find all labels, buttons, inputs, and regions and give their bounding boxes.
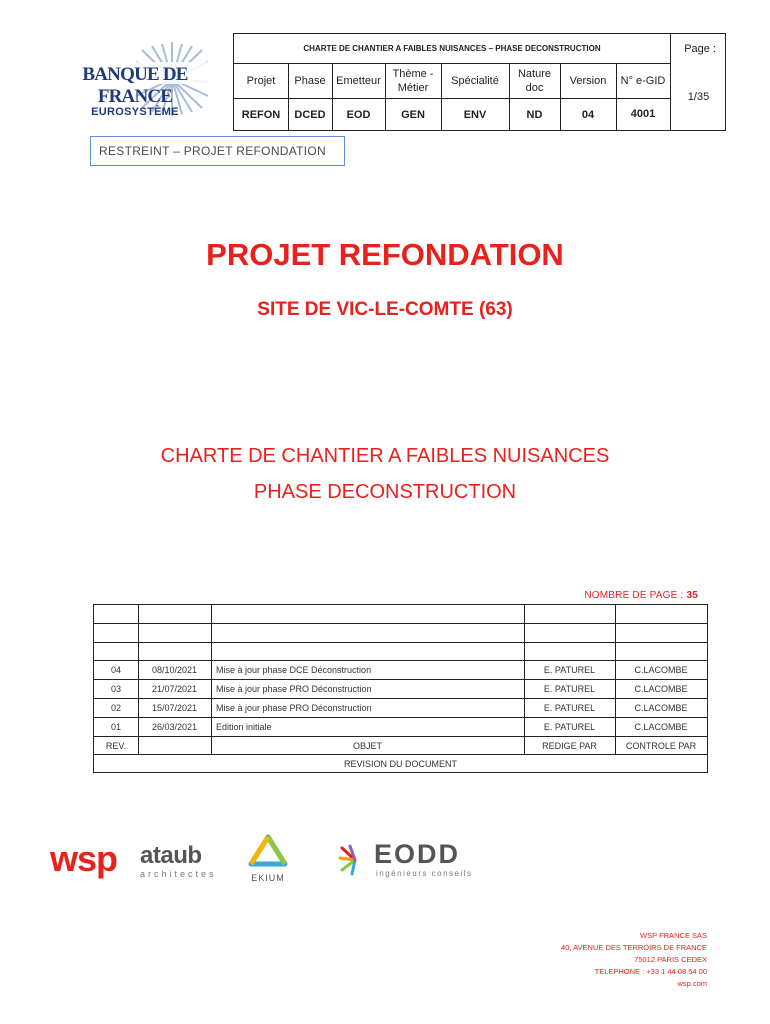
- page-count-label: NOMBRE DE PAGE :: [584, 590, 687, 601]
- header-val-nature: ND: [509, 98, 560, 131]
- page-count: [480, 590, 698, 601]
- eodd-wordmark: EODD: [374, 839, 461, 869]
- objet-cell: Mise à jour phase DCE Déconstruction: [216, 665, 372, 675]
- redige-cell: E. PATUREL: [543, 665, 596, 675]
- redige-cell: E. PATUREL: [543, 722, 596, 732]
- date-cell: 15/07/2021: [151, 703, 198, 713]
- document-title-line1: CHARTE DE CHANTIER A FAIBLES NUISANCES: [160, 445, 610, 467]
- page-count-value: 35: [686, 590, 698, 601]
- ekium-logo: [240, 834, 296, 883]
- date-cell: 08/10/2021: [151, 665, 198, 675]
- objet-cell: Mise à jour phase PRO Déconstruction: [216, 703, 372, 713]
- document-header-table: [233, 33, 726, 131]
- header-val-egid: 4001: [616, 98, 670, 131]
- ekium-wordmark: EKIUM: [251, 873, 285, 883]
- header-val-emetteur: EOD: [332, 98, 385, 131]
- header-val-phase: DCED: [288, 98, 332, 131]
- eodd-subtitle: ingénieurs conseils: [376, 869, 473, 878]
- rev-cell: 02: [110, 703, 121, 713]
- project-title: PROJET REFONDATION: [206, 237, 564, 272]
- classification-box: RESTREINT – PROJET REFONDATION: [90, 136, 345, 166]
- header-col-phase: Phase: [288, 63, 332, 98]
- controle-cell: C.LACOMBE: [634, 703, 688, 713]
- eodd-burst-icon: [338, 844, 372, 876]
- header-col-emetteur: Emetteur: [332, 63, 385, 98]
- header-col-theme: Thème - Métier: [385, 63, 441, 98]
- controle-cell: C.LACOMBE: [634, 722, 688, 732]
- header-val-version: 04: [560, 98, 616, 131]
- controle-cell: C.LACOMBE: [634, 684, 688, 694]
- controle-cell: C.LACOMBE: [634, 665, 688, 675]
- header-col-version: Version: [560, 63, 616, 98]
- header-val-theme: GEN: [385, 98, 441, 131]
- site-title: SITE DE VIC-LE-COMTE (63): [257, 299, 513, 320]
- objet-header: OBJET: [352, 740, 382, 751]
- objet-cell: Mise à jour phase PRO Déconstruction: [216, 684, 372, 694]
- redige-cell: E. PATUREL: [543, 703, 596, 713]
- rev-header: REV.: [105, 740, 127, 751]
- rev-cell: 01: [110, 722, 121, 732]
- wsp-logo: [50, 838, 117, 880]
- header-col-projet: Projet: [234, 63, 288, 98]
- header-col-nature: Nature doc: [509, 63, 560, 98]
- banque-de-france-logo: [50, 40, 220, 122]
- revision-table: [93, 604, 708, 773]
- header-col-egid: N° e-GID: [616, 63, 670, 98]
- controle-header: CONTROLE PAR: [625, 740, 697, 751]
- revision-caption: REVISION DU DOCUMENT: [343, 758, 457, 769]
- address-line: TELEPHONE : +33 1 44 08 54 00: [594, 967, 707, 976]
- header-val-specialite: ENV: [441, 98, 509, 131]
- header-page-label: Page :: [670, 34, 726, 63]
- header-col-specialite: Spécialité: [441, 63, 509, 98]
- address-line: 40, AVENUE DES TERROIRS DE FRANCE: [560, 943, 707, 952]
- wsp-wordmark: wsp: [50, 838, 118, 879]
- date-cell: 21/07/2021: [151, 684, 198, 694]
- header-page-value: 1/35: [670, 63, 726, 131]
- date-cell: 26/03/2021: [151, 722, 198, 732]
- document-title-line2: PHASE DECONSTRUCTION: [253, 481, 517, 503]
- bdf-name: BANQUE DE FRANCE: [82, 64, 188, 107]
- company-address: [500, 930, 707, 990]
- rev-cell: 03: [110, 684, 121, 694]
- website-link[interactable]: wsp.com: [677, 979, 707, 988]
- ataub-subtitle: architectes: [140, 869, 217, 879]
- ataub-wordmark: ataub: [140, 842, 202, 869]
- redige-header: REDIGE PAR: [542, 740, 597, 751]
- header-doc-title: CHARTE DE CHANTIER A FAIBLES NUISANCES – PHASE DECONSTRUCTION: [303, 43, 601, 53]
- redige-cell: E. PATUREL: [543, 684, 596, 694]
- header-val-projet: REFON: [234, 98, 288, 131]
- bdf-subtitle: EUROSYSTÈME: [91, 106, 179, 118]
- address-line: WSP FRANCE SAS: [640, 931, 707, 940]
- rev-cell: 04: [110, 665, 121, 675]
- ekium-triangle-icon: [248, 834, 288, 868]
- address-line: 75012 PARIS CEDEX: [634, 955, 707, 964]
- objet-cell: Edition initiale: [216, 722, 272, 732]
- ataub-logo: [140, 843, 232, 879]
